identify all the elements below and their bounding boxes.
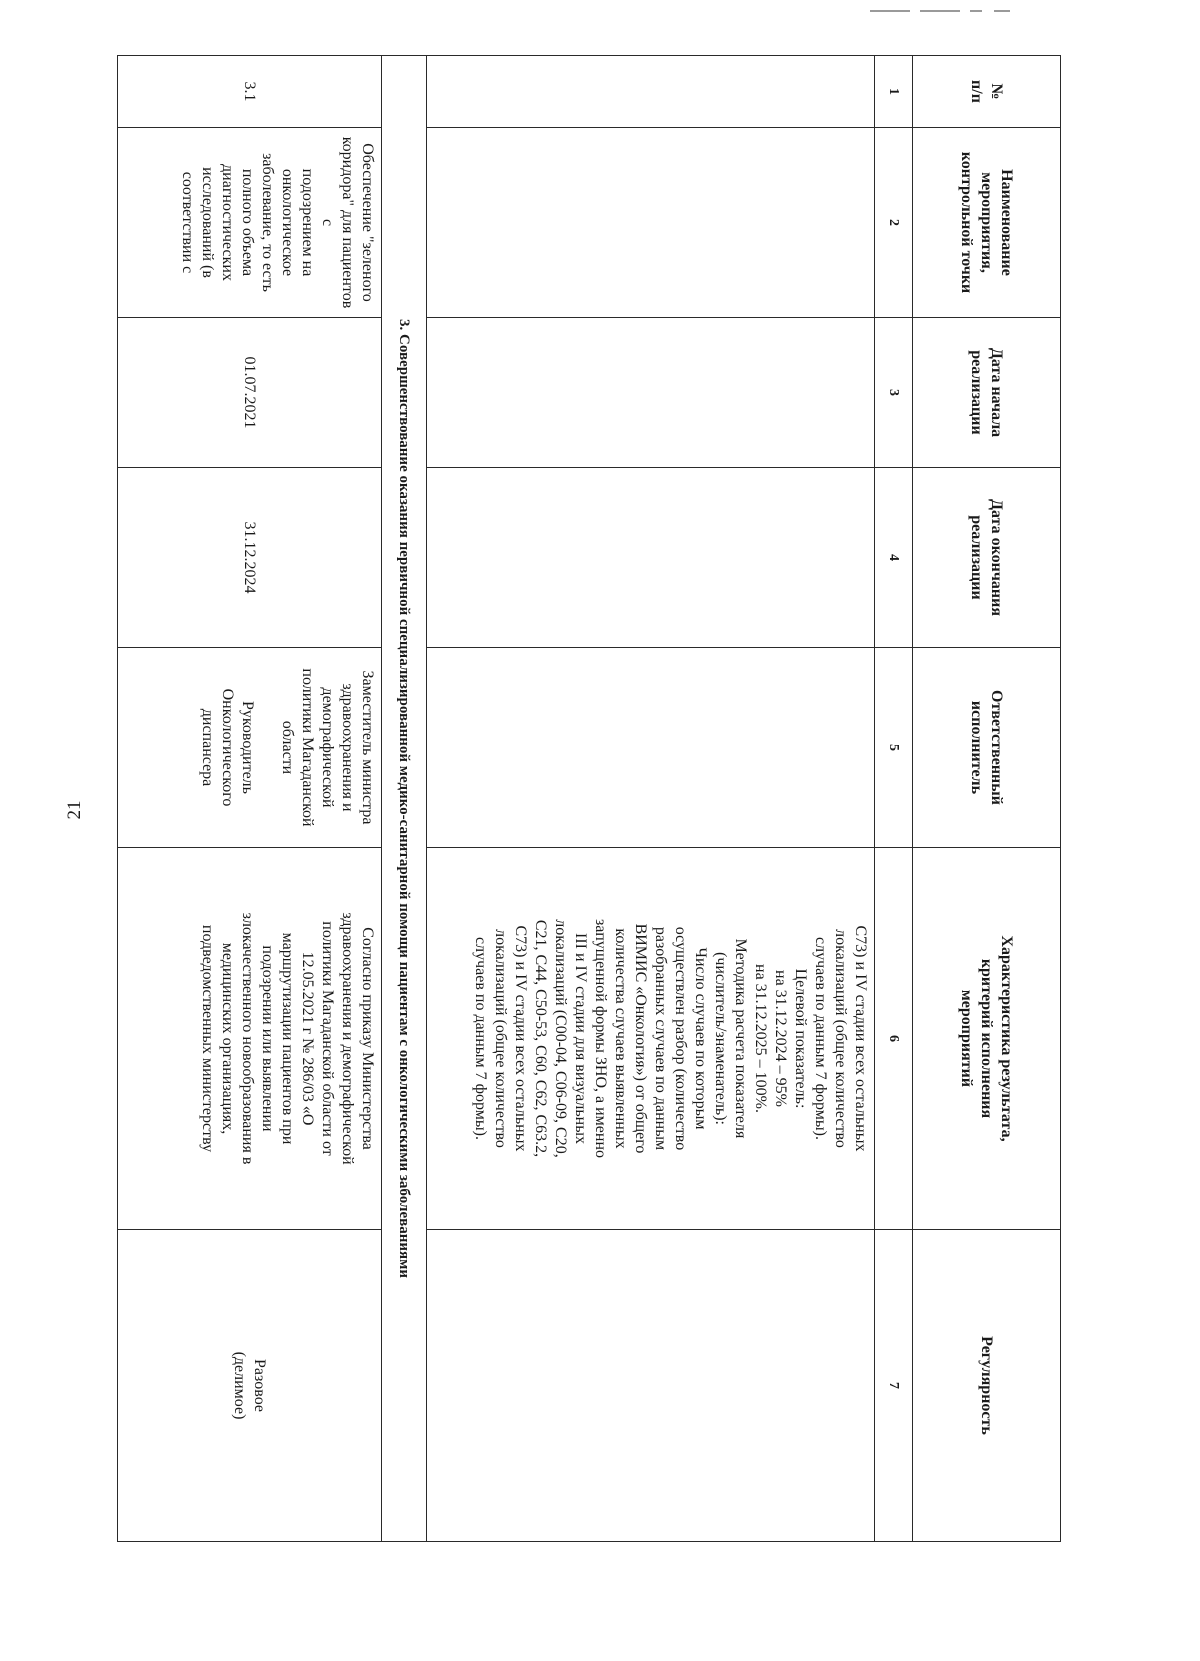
continuation-responsible-cell: [427, 648, 875, 848]
continuation-characteristic-cell: С73) и IV стадии всех остальных локализаций (общее количество случаев по данным 7 формы). Целевой показатель: на 31.12.2024 – 95% на 31.12.2025 – 100%. Методика расчета показателя (числитель/знаменатель): Число случаев по которым осуществлен разбор (количество разобранных случаев по данным ВИМИС «Онкология») от общего количества случаев выявленных запущенной формы ЗНО, а именно III и IV стадии для визуальных локализаций (С00-04, С06-09, С20, С21, С44, С50-53, С60, С62, С63.2, С73) и IV стадии всех остальных локализаций (общее количество случаев по данным 7 формы).: [427, 848, 875, 1230]
column-number-2: 2: [875, 128, 913, 318]
column-numbers-row: [875, 56, 913, 1542]
row-3-1-name: Обеспечение "зеленого коридора" для пациентов с подозрением на онкологическое заболевание, то есть полного объема диагностических исследований (в соответствии с: [118, 128, 382, 318]
column-number-3: 3: [875, 318, 913, 468]
column-number-7: 7: [875, 1230, 913, 1542]
row-3-1-start-date: 01.07.2021: [118, 318, 382, 468]
continuation-name-cell: [427, 128, 875, 318]
column-number-1: 1: [875, 56, 913, 128]
header-name: Наименование мероприятия, контрольной точки: [913, 128, 1061, 318]
header-num: № п/п: [913, 56, 1061, 128]
row-3-1-responsible: Заместитель министра здравоохранения и демографической политики Магаданской области Руководитель Онкологического диспансера: [118, 648, 382, 848]
table-header-row: [913, 56, 1061, 1542]
row-3-1-num: 3.1: [118, 56, 382, 128]
row-3-1-end-date: 31.12.2024: [118, 468, 382, 648]
header-responsible: Ответственный исполнитель: [913, 648, 1061, 848]
rotated-table-container: [118, 55, 1061, 1541]
header-regularity: Регулярность: [913, 1230, 1061, 1542]
continuation-start-cell: [427, 318, 875, 468]
section-title: 3. Совершенствование оказания первичной специализированной медико-санитарной помощи пациентам с онкологическими заболеваниями: [382, 56, 427, 1542]
continuation-end-cell: [427, 468, 875, 648]
column-number-6: 6: [875, 848, 913, 1230]
continuation-regularity-cell: [427, 1230, 875, 1542]
continuation-num-cell: [427, 56, 875, 128]
column-number-4: 4: [875, 468, 913, 648]
column-number-5: 5: [875, 648, 913, 848]
table-row-3-1: [118, 56, 382, 1542]
header-characteristic: Характеристика результата, критерий исполнения мероприятий: [913, 848, 1061, 1230]
section-row: [382, 56, 427, 1542]
page-number: 21: [64, 800, 85, 820]
header-start-date: Дата начала реализации: [913, 318, 1061, 468]
activities-table: [117, 55, 1061, 1542]
row-3-1-regularity: Разовое (делимое): [118, 1230, 382, 1542]
header-end-date: Дата окончания реализации: [913, 468, 1061, 648]
row-3-1-characteristic: Согласно приказу Министерства здравоохранения и демографической политики Магаданской области от 12.05.2021 г № 286/03 «О маршрутизации пациентов при подозрении или выявлении злокачественного новообразования в медицинских организациях, подведомственных министерству: [118, 848, 382, 1230]
scan-mark: [870, 0, 1010, 4]
table-row-continuation: [427, 56, 875, 1542]
